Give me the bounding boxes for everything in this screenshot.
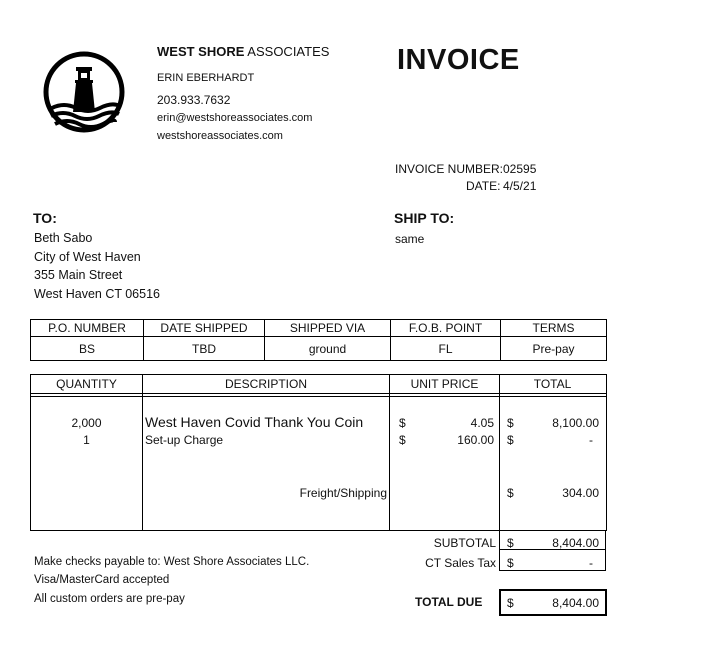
invoice-title: INVOICE xyxy=(397,44,520,76)
date-shipped-header: DATE SHIPPED xyxy=(144,320,265,337)
contact-name: ERIN EBERHARDT xyxy=(157,72,255,84)
company-name: WEST SHORE ASSOCIATES xyxy=(157,44,330,59)
tax-label: CT Sales Tax xyxy=(425,556,496,570)
total-due-label: TOTAL DUE xyxy=(415,595,483,609)
date-shipped-value: TBD xyxy=(144,337,265,361)
item-quantity: 1 xyxy=(83,433,90,447)
currency-symbol: $ xyxy=(399,433,406,447)
bill-to-line: 355 Main Street xyxy=(34,268,123,282)
po-number-header: P.O. NUMBER xyxy=(31,320,144,337)
bill-to-line: Beth Sabo xyxy=(34,231,93,245)
tax-value: - xyxy=(589,556,593,570)
total-header: TOTAL xyxy=(533,377,572,391)
contact-website: westshoreassociates.com xyxy=(157,130,283,142)
item-unit-price: 160.00 xyxy=(457,433,494,447)
invoice-number: 02595 xyxy=(503,162,537,176)
totals-divider xyxy=(499,570,606,571)
terms-header: TERMS xyxy=(501,320,607,337)
column-divider xyxy=(499,374,500,570)
fob-point-header: F.O.B. POINT xyxy=(391,320,501,337)
subtotal-value: 8,404.00 xyxy=(552,536,599,550)
bill-to-label: TO: xyxy=(33,210,57,226)
item-description: Set-up Charge xyxy=(145,433,224,447)
shipped-via-value: ground xyxy=(265,337,391,361)
items-header-divider xyxy=(30,393,607,394)
invoice-date-label: DATE: xyxy=(466,179,501,193)
item-quantity: 2,000 xyxy=(71,416,102,430)
item-total: - xyxy=(589,433,593,447)
currency-symbol: $ xyxy=(507,486,514,500)
contact-phone: 203.933.7632 xyxy=(157,93,231,107)
freight-total: 304.00 xyxy=(562,486,599,500)
fob-point-value: FL xyxy=(391,337,501,361)
totals-divider xyxy=(605,530,606,570)
bill-to-line: West Haven CT 06516 xyxy=(34,287,160,301)
total-due-value: 8,404.00 xyxy=(552,596,599,610)
currency-symbol: $ xyxy=(507,433,514,447)
currency-symbol: $ xyxy=(507,416,514,430)
column-divider xyxy=(389,374,390,530)
po-number-value: BS xyxy=(31,337,144,361)
lighthouse-logo-icon xyxy=(42,50,126,134)
item-description: West Haven Covid Thank You Coin xyxy=(145,414,364,430)
bill-to-line: City of West Haven xyxy=(34,250,141,264)
payment-note: All custom orders are pre-pay xyxy=(34,593,185,605)
ship-to-value: same xyxy=(395,232,425,246)
item-total: 8,100.00 xyxy=(552,416,599,430)
terms-value: Pre-pay xyxy=(501,337,607,361)
item-unit-price: 4.05 xyxy=(470,416,494,430)
items-header-divider xyxy=(30,396,607,397)
payment-note: Make checks payable to: West Shore Associates LLC. xyxy=(34,556,310,568)
unit-price-header: UNIT PRICE xyxy=(410,377,479,391)
contact-email: erin@westshoreassociates.com xyxy=(157,112,313,124)
freight-label: Freight/Shipping xyxy=(299,486,387,500)
subtotal-label: SUBTOTAL xyxy=(433,536,496,550)
currency-symbol: $ xyxy=(399,416,406,430)
currency-symbol: $ xyxy=(507,596,514,610)
quantity-header: QUANTITY xyxy=(56,377,117,391)
currency-symbol: $ xyxy=(507,536,514,550)
shipped-via-header: SHIPPED VIA xyxy=(265,320,391,337)
currency-symbol: $ xyxy=(507,556,514,570)
invoice-number-label: INVOICE NUMBER: xyxy=(395,162,504,176)
invoice-date: 4/5/21 xyxy=(503,179,537,193)
column-divider xyxy=(142,374,143,530)
ship-to-label: SHIP TO: xyxy=(394,210,455,226)
order-info-table xyxy=(30,319,607,361)
payment-note: Visa/MasterCard accepted xyxy=(34,574,170,586)
items-table xyxy=(30,374,607,531)
description-header: DESCRIPTION xyxy=(224,377,307,391)
